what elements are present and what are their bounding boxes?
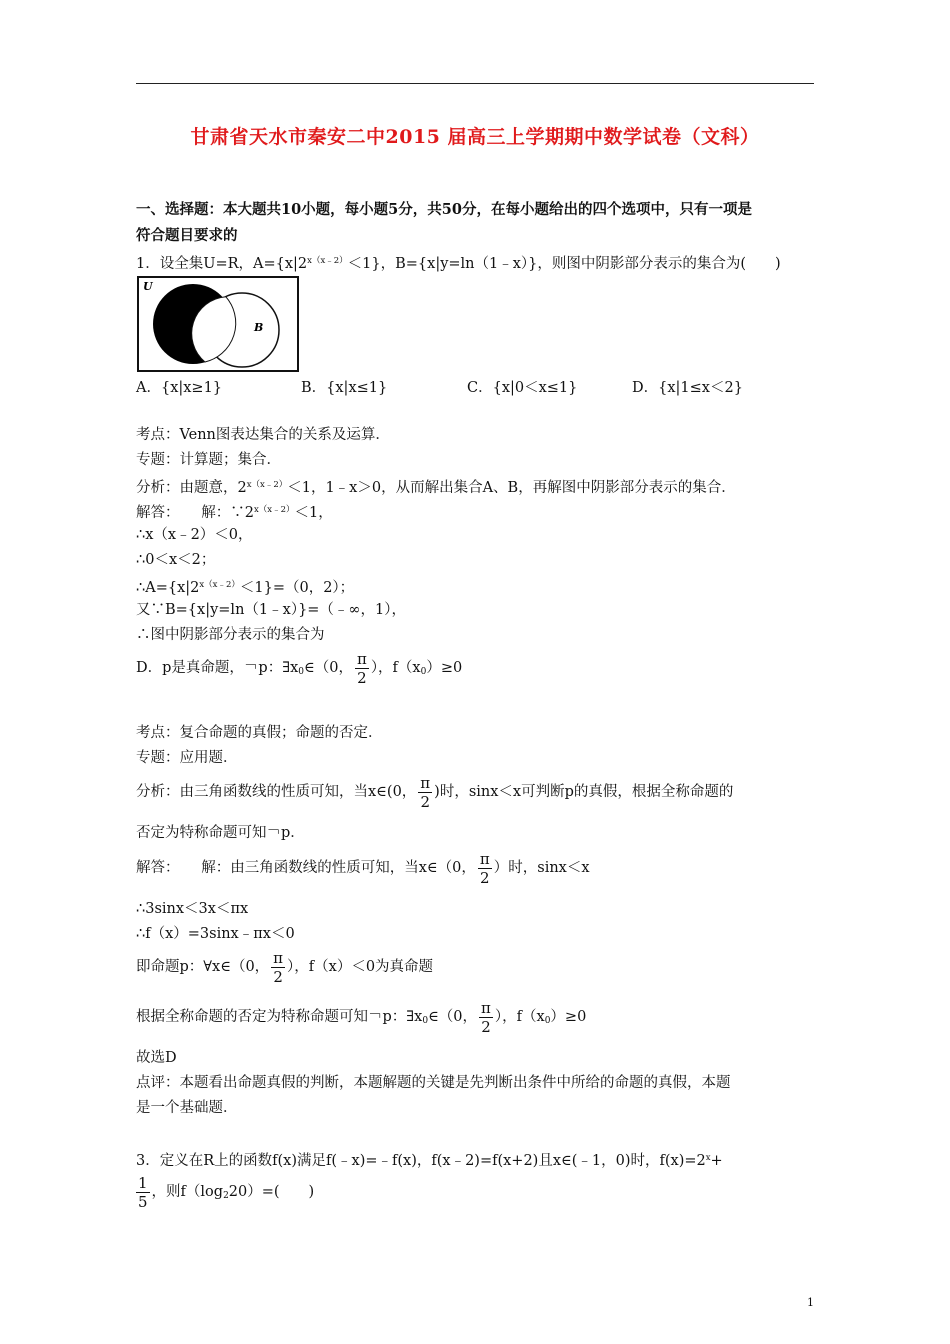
q2-zhuanti: 专题：应用题． (136, 750, 238, 766)
page-number: 1 (807, 1296, 814, 1309)
page-title: 甘肃省天水市秦安二中2015 届高三上学期期中数学试卷（文科） (190, 126, 760, 148)
q1-kaodian: 考点：Venn图表达集合的关系及运算． (136, 427, 390, 443)
q2-step-2: ∴f（x）=3sinx﹣πx＜0 (136, 926, 295, 942)
q1-jieda: 解答： 解：$\because 2^{x(x﹣2)}<1$， (136, 505, 333, 521)
section-heading-line1: 一、选择题：本大题共10小题，每小题5分，共50分，在每小题给出的四个选项中，只有一项是 (136, 201, 752, 218)
q3-stem-line2: $\frac{1}{5}$ ，则$f(\log_220)=$( ) (138, 1173, 315, 1211)
fraction-pi-over-2: $\frac{\pi}{2}$ (481, 998, 491, 1036)
q2-fenxi-line2: 否定为特称命题可知￢p． (136, 825, 305, 841)
fraction-pi-over-2: $\frac{\pi}{2}$ (273, 948, 284, 986)
fraction-one-fifth: $\frac{1}{5}$ (138, 1173, 148, 1211)
venn-label-b: B (254, 321, 264, 334)
q2-step-3: 即命题p：∀x∈（0， $\frac{\pi}{2}$ ），f（x）＜0为真命题 (136, 948, 434, 986)
q2-step-4: 根据全称命题的否定为特称命题可知￢p：$\exists x_0\in(0$， $\frac{\pi}{2}$ ），$f(x_0)\ge 0$ (136, 998, 587, 1036)
venn-label-u: U (143, 280, 153, 293)
q2-fenxi-line1: 分析：由三角函数线的性质可知，当x∈(0， $\frac{\pi}{2}$ )时，sinx＜x可判断p的真假，根据全称命题的 (136, 773, 734, 811)
fraction-pi-over-2: $\frac{\pi}{2}$ (420, 773, 431, 811)
q2-dianping-line1: 点评：本题看出命题真假的判断，本题解题的关键是先判断出条件中所给的命题的真假，本题 (136, 1075, 731, 1091)
q1-step-4: 又∵B={x|y=ln（1﹣x）}=（﹣∞，1）， (136, 602, 406, 618)
q1-stem: 1．设全集U=R，$A=\{x|2^{x(x﹣2)}<1\}$，B={x|y=ln（1﹣x）}，则图中阴影部分表示的集合为( ) (136, 256, 781, 272)
q1-step-5: ∴图中阴影部分表示的集合为 (136, 627, 325, 643)
q1-option-a: A．{x|x≥1} (136, 380, 223, 396)
q1-step-3: $\therefore A=\{x|2^{x(x﹣2)}<1\}=(0$，2）； (136, 580, 355, 596)
q1-option-d: D．{x|1≤x＜2} (632, 380, 743, 396)
q2-option-d: D．p是真命题，￢p：$\exists x_0\in(0$， $\frac{\pi}{2}$ ），$f(x_0)\ge 0$ (136, 649, 463, 687)
section-heading-line2: 符合题目要求的 (136, 227, 238, 244)
q1-option-c: C．{x|0＜x≤1} (467, 380, 578, 396)
q3-stem-line1: 3．定义在R上的函数f(x)满足f(﹣x)=﹣f(x)，f(x﹣2)=f(x+2)且x∈(﹣1，0)时，$f(x)=2^x+$ (136, 1153, 723, 1169)
fraction-pi-over-2: $\frac{\pi}{2}$ (479, 849, 490, 887)
q2-jieda: 解答： 解：由三角函数线的性质可知，当x∈（0， $\frac{\pi}{2}$ ）时，sinx＜x (136, 849, 590, 887)
q2-step-1: ∴3sinx＜3x＜πx (136, 901, 249, 917)
q1-zhuanti: 专题：计算题；集合． (136, 452, 281, 468)
q2-conclusion: 故选D (136, 1050, 177, 1066)
q2-dianping-line2: 是一个基础题． (136, 1100, 238, 1116)
q1-fenxi: 分析：由题意，$2^{x(x﹣2)}<1$，1﹣x＞0，从而解出集合A、B，再解图中阴影部分表示的集合． (136, 480, 736, 496)
venn-diagram (137, 276, 299, 372)
q1-step-1: ∴x（x﹣2）＜0， (136, 527, 253, 543)
q2-kaodian: 考点：复合命题的真假；命题的否定． (136, 725, 383, 741)
q1-option-b: B．{x|x≤1} (301, 380, 388, 396)
q1-step-2: ∴0＜x＜2； (136, 552, 216, 568)
header-rule (136, 83, 814, 84)
fraction-pi-over-2: $\frac{\pi}{2}$ (356, 649, 367, 687)
